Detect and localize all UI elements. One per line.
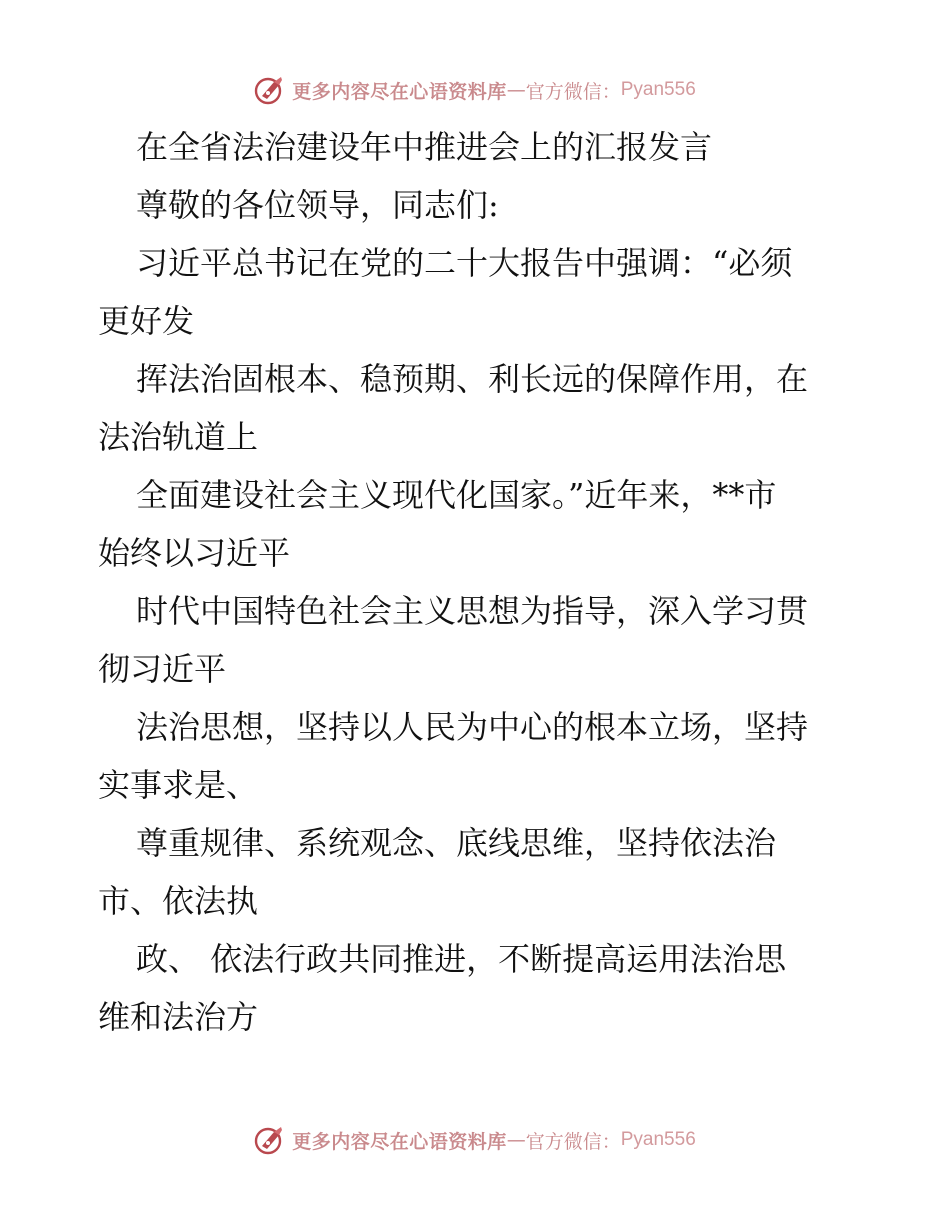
footer-watermark xyxy=(0,1120,950,1160)
watermark-sub-text: 官方微信： xyxy=(525,1130,621,1153)
paragraph-line: 尊重规律、系统观念、底线思维，坚持依法治 xyxy=(136,824,777,862)
paragraph-line: 法治思想，坚持以人民为中心的根本立场，坚持 xyxy=(136,708,809,746)
salutation-line: 尊敬的各位领导，同志们: xyxy=(136,186,499,224)
watermark-handle: Pyan556 xyxy=(620,79,696,100)
paragraph-line: 维和法治方 xyxy=(98,998,259,1036)
paragraph-line: 全面建设社会主义现代化国家。”近年来，**市 xyxy=(136,476,777,514)
watermark-main-text: 更多内容尽在心语资料库 xyxy=(292,80,507,103)
header-watermark xyxy=(0,70,950,110)
paragraph-line: 挥法治固根本、稳预期、利长远的保障作用，在 xyxy=(136,360,809,398)
paragraph-line: 时代中国特色社会主义思想为指导，深入学习贯 xyxy=(136,592,809,630)
paragraph-line: 法治轨道上 xyxy=(98,418,259,456)
watermark-handle: Pyan556 xyxy=(620,1129,696,1150)
pen-nib-logo-icon xyxy=(254,74,286,106)
paragraph-line: 实事求是、 xyxy=(98,766,259,804)
paragraph-line: 始终以习近平 xyxy=(98,534,291,572)
watermark-dash: — xyxy=(506,79,526,101)
watermark-main-text: 更多内容尽在心语资料库 xyxy=(292,1130,507,1153)
document-title: 在全省法治建设年中推进会上的汇报发言 xyxy=(136,128,713,166)
watermark-dash: — xyxy=(506,1129,526,1151)
paragraph-line: 市、依法执 xyxy=(98,882,259,920)
document-body xyxy=(98,118,858,1046)
paragraph-line: 更好发 xyxy=(98,302,195,340)
pen-nib-logo-icon xyxy=(254,1124,286,1156)
paragraph-line: 彻习近平 xyxy=(98,650,227,688)
paragraph-line: 习近平总书记在党的二十大报告中强调：“必须 xyxy=(136,244,793,282)
paragraph-line: 政、 依法行政共同推进，不断提高运用法治思 xyxy=(136,940,787,978)
watermark-sub-text: 官方微信： xyxy=(525,80,621,103)
